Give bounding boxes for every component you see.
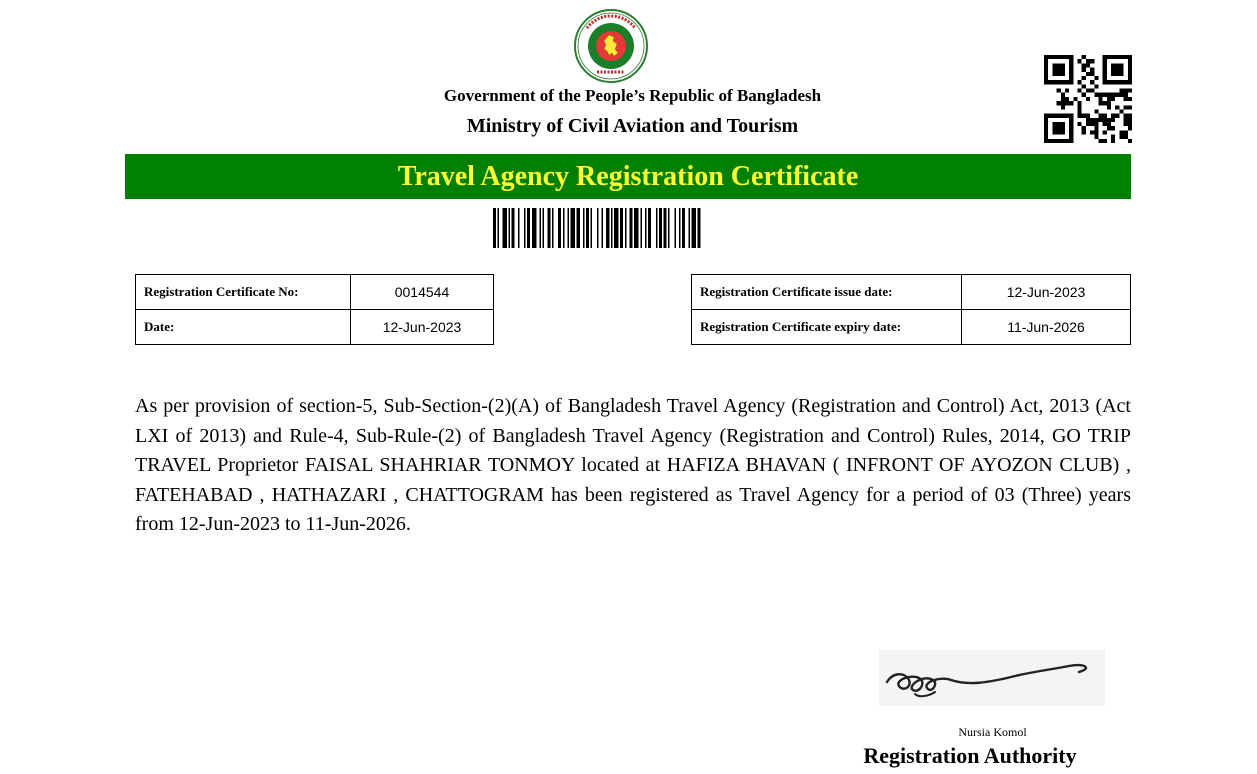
expiry-date-value: 11-Jun-2026 [962,310,1131,345]
issue-date-label: Registration Certificate issue date: [692,275,962,310]
registration-authority-title: Registration Authority [863,743,1077,768]
certificate-body-text: As per provision of section-5, Sub-Section-(2)(A) of Bangladesh Travel Agency (Registration and Control) Act, 2013 (Act LXI of 2013) and Rule-4, Sub-Rule-(2) of Bangladesh Travel Agency (Registration and Control) Rules, 2014, GO TRIP TRAVEL Proprietor FAISAL SHAHRIAR TONMOY located at HAFIZA BHAVAN ( INFRONT OF AYOZON CLUB) , FATEHABAD , HATHAZARI , CHATTOGRAM has been registered as Travel Agency for a period of 03 (Three) years from 12-Jun-2023 to 11-Jun-2026. [135,395,1131,536]
certificate-title-banner [125,154,1131,199]
barcode-icon [493,208,756,248]
certificate-title: Travel Agency Registration Certificate [397,161,859,192]
table-row [692,310,1131,345]
certificate-dates-table [691,274,1131,345]
ministry-line: Ministry of Civil Aviation and Tourism [466,115,799,137]
issue-date-value: 12-Jun-2023 [962,275,1131,310]
table-row [692,275,1131,310]
expiry-date-label: Registration Certificate expiry date: [692,310,962,345]
government-seal-icon [573,8,649,84]
qr-code-icon [1044,55,1132,143]
signature-icon [879,650,1105,706]
table-row [136,275,494,310]
table-row [136,310,494,345]
date-value: 12-Jun-2023 [351,310,494,345]
date-label: Date: [136,310,351,345]
certificate-number-label: Registration Certificate No: [136,275,351,310]
government-line: Government of the People’s Republic of Bangladesh [443,86,822,105]
certificate-number-value: 0014544 [351,275,494,310]
signer-name: Nursia Komol [958,725,1027,739]
certificate-number-table [135,274,494,345]
